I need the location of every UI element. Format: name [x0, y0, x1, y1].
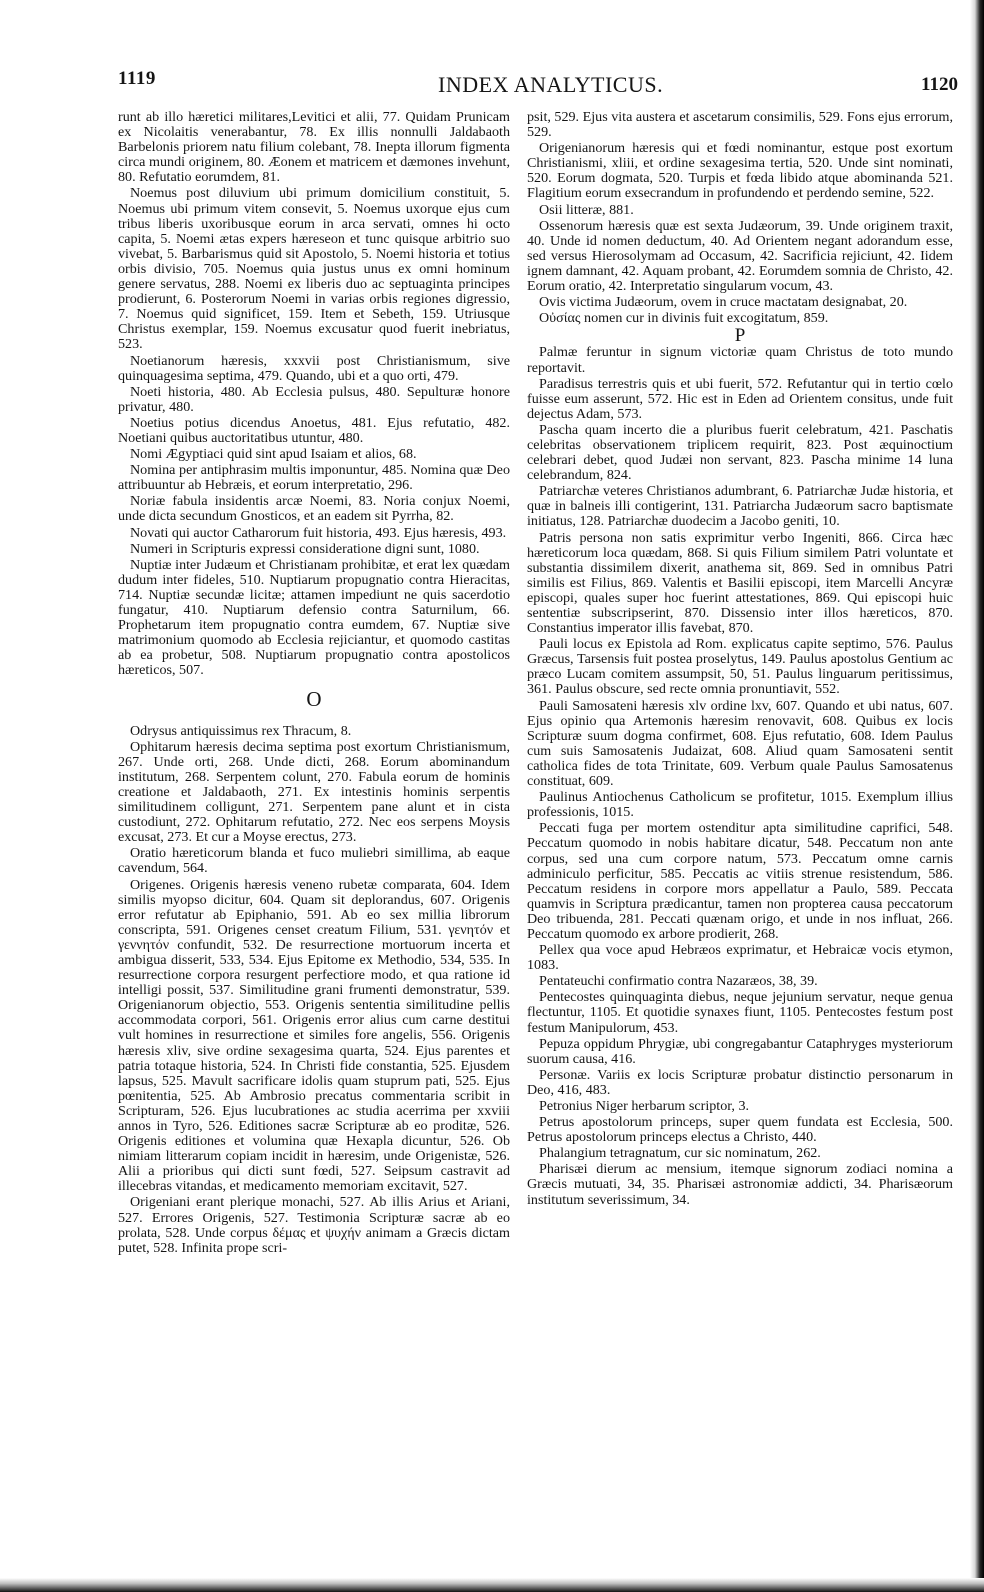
index-entry: Ovis victima Judæorum, ovem in cruce mactatam designabat, 20.	[539, 294, 908, 311]
index-entry: Pauli Samosateni hæresis xlv ordine lxv, 607. Quando et ubi natus, 607. Ejus opinio qua Artemonis hæresim renovavit, 608. Quibus ex locis Scripturæ suum dogma confirmet, 608. Ejus refutatio, 608. Idem Paulus cum suis Samosatenis Judaizat, 608. Aliud quam Samosateni sentit catholica fides de tota Trinitate, 609. Verbum quale Paulus Samosatenus constituat, 609.	[527, 697, 953, 790]
index-entry: Phalangium tetragnatum, cur sic nominatum, 262.	[539, 1145, 821, 1162]
index-entry: Noriæ fabula insidentis arcæ Noemi, 83. Noria conjux Noemi, unde dicta secundum Gnosticos, et an eadem sit Pyrrha, 82.	[118, 493, 510, 525]
running-title: INDEX ANALYTICUS.	[438, 72, 664, 97]
page-edge-shadow	[970, 0, 984, 1592]
page-header	[118, 68, 958, 104]
index-entry: Oratio hæreticorum blanda et fuco muliebri simillima, ab eaque cavendum, 564.	[118, 845, 510, 877]
index-entry: Osii litteræ, 881.	[539, 201, 634, 218]
index-entry: Ossenorum hæresis quæ est sexta Judæorum, 39. Unde originem traxit, 40. Unde id nomen deductum, 40. Ad Orientem negant adorandum esse, sed versus Hierosolymam ad Occasum, 42. Sacrificia rejiciunt, 42. Iidem ignem damnant, 42. Aquam probant, 42. Eorumdem somnia de Christo, 42. Eorum oratio, 42. Interpretatio singularum vocum, 43.	[527, 217, 953, 295]
index-entry: Noemus post diluvium ubi primum domicilium constituit, 5. Noemus ubi primum vitem consevit, 5. Noemus uxorque ejus cum tribus liberis uxoribusque eorum in arca servati, omnes hi octo capita, 5. Noemi ætas expers hæreseon et tunc quisque arbitrio suo vivebat, 5. Barbarismus quid sit Apostolo, 5. Noemi historia et totius orbis divisio, 705. Noemus quia justus unus ex omni hominum genere servatus, 288. Noemi ex liberis duo ac septuaginta principes prodierunt, 6. Posterorum Noemi in varias orbis regiones digressio, 7. Noemus quid significet, 159. Item et Sebeth, 159. Utriusque Christus exemplar, 159. Noemus excusatur quod fuerit inebriatus, 523.	[118, 185, 510, 353]
index-entry: Petrus apostolorum princeps, super quem fundata est Ecclesia, 500. Petrus apostolorum princeps electus a Christo, 440.	[527, 1114, 953, 1146]
left-column	[118, 110, 510, 1257]
index-entry: Οὐσίας nomen cur in divinis fuit excogitatum, 859.	[539, 310, 829, 327]
index-entry: Palmæ feruntur in signum victoriæ quam Christus de toto mundo reportavit.	[527, 344, 953, 376]
index-entry: Paradisus terrestris quis et ubi fuerit, 572. Refutantur qui in tertio cœlo fuisse eum asserunt, 572. Hic est in Eden ad Orientem consitus, unde fuit dejectus Adam, 573.	[527, 375, 953, 422]
index-entry: Origenianorum hæresis qui et fœdi nominantur, estque post exortum Christianismi, xliii, et ordine sexagesima tertia, 520. Unde sint nominati, 520. Eorum dogmata, 520. Turpis et fœda libido atque abominanda 521. Flagitium eorum exsecrandum in profundendo et perdendo semine, 522.	[527, 140, 953, 202]
bottom-edge-shadow	[0, 1578, 984, 1592]
index-entry: Patriarchæ veteres Christianos adumbrant, 6. Patriarchæ Judæ historia, et quæ in balneis illi contigerint, 131. Patriarcha Judæorum sacro baptismate initiatus, 128. Patriarchæ duodecim a Jacobo geniti, 10.	[527, 483, 953, 530]
index-entry: Novati qui auctor Catharorum fuit historia, 493. Ejus hæresis, 493.	[130, 524, 507, 541]
index-entry: Pentecostes quinquaginta diebus, neque jejunium servatur, neque genua flectuntur, 1105. Et quotidie synaxes fiunt, 1105. Pentecostes festum post festum Manipulorum, 453.	[527, 989, 953, 1036]
right-column	[527, 110, 953, 1209]
index-entry: Noetius potius dicendus Anoetus, 481. Ejus refutatio, 482. Noetiani quibus auctoritatibus utuntur, 480.	[118, 414, 510, 446]
index-entry: Pepuza oppidum Phrygiæ, ubi congregabantur Cataphryges mysteriorum suorum causa, 416.	[527, 1035, 953, 1067]
index-entry: Ophitarum hæresis decima septima post exortum Christianismum, 267. Unde orti, 268. Unde dicti, 268. Eorum abominandum institutum, 268. Serpentem colunt, 270. Fabula eorum de hominis creatione et Jaldabaoth, 271. Ex intestinis hominis serpentis similitudinem colligunt, 271. Serpentem pane alunt et in cista custodiunt, 272. Ophitarum refutatio, 272. Nec eos serpens Moysis excusat, 273. Et cur a Moyse erectus, 273.	[118, 738, 510, 846]
page-number-right: 1120	[921, 74, 958, 95]
index-entry: Nuptiæ inter Judæum et Christianam prohibitæ, et erat lex quædam dudum inter fideles, 510. Nuptiarum propugnatio contra Hieracitas, 714. Nuptiæ secundæ licitæ; attamen impediunt ne quis sacerdotio fungatur, 410. Nuptiarum defensio contra Saturnilum, 66. Prophetarum item propugnatio contra eumdem, 67. Nuptiæ sive matrimonium quomodo ab Ecclesia rejiciantur, et quomodo castitas ab ea probetur, 508. Nuptiarum propugnatio contra apostolicos hæreticos, 507.	[118, 556, 510, 679]
index-entry: Pauli locus ex Epistola ad Rom. explicatus capite septimo, 576. Paulus Græcus, Tarsensis fuit postea proselytus, 149. Paulus apostolus Gentium ac præco Lucam comitem assumpsit, 50, 51. Paulus linguarum peritissimus, 361. Paulus obscure, sed recte omnia pronuntiavit, 552.	[527, 636, 953, 698]
index-entry: Origeniani erant plerique monachi, 527. Ab illis Arius et Ariani, 527. Errores Origenis, 527. Testimonia Scripturæ sacræ ab eo prolata, 528. Unde corpus δέμας et ψυχήν animam a Græcis dictam putet, 528. Infinita prope scri-	[118, 1194, 510, 1256]
index-entry: Nomi Ægyptiaci quid sint apud Isaiam et alios, 68.	[130, 446, 417, 463]
index-entry: Noeti historia, 480. Ab Ecclesia pulsus, 480. Sepulturæ honore privatur, 480.	[118, 383, 510, 415]
index-entry: Pellex qua voce apud Hebræos exprimatur, et Hebraicæ vocis etymon, 1083.	[527, 942, 953, 974]
index-entry: Pascha quam incerto die a pluribus fuerit celebratum, 421. Paschatis celebritas observationem triplicem requirit, 823. Post æquinoctium celebrari debet, quod Judæi non servant, 823. Pascha minime 14 luna celebrandum, 824.	[527, 421, 953, 484]
page-number-left: 1119	[118, 68, 156, 89]
index-entry: Origenes. Origenis hæresis veneno rubetæ comparata, 604. Idem similis myopso dicitur, 604. Quam sit deplorandus, 607. Origenis error refutatur ab Epiphanio, 591. Ab eo sex millia librorum conscripta, 591. Origenes censet creatum Filium, 531. γενητόν et γεννητόν confundit, 532. De resurrectione mortuorum incerta et ambigua disserit, 533, 534. Ejus Epitome ex Methodio, 534, 535. In resurrectione corpora resurgent perfectiore modo, et qua ratione id intelligi possit, 537. Similitudine grani frumenti demonstratur, 539. Origenianorum objectio, 553. Origenis sententia similitudine pellis accommodata corpori, 561. Origenis error alius cum carne destitui vult homines in resurrectione et similes fore angelis, 556. Origenis hæresis xliv, sive ordine sexagesima quarta, 524. Ejus parentes et patria totaque historia, 524. In Christi fide constantia, 525. Ejusdem lapsus, 525. Mavult sacrificare idolis quam stuprum pati, 525. Ejus pœnitentia, 525. Ab Ambrosio precatus commentaria scribit in Scripturam, 526. Ejus lucubrationes ac studia acerrima per xxviii annos in Tyro, 526. Editiones sacræ Scripturæ ab eo proditæ, 526. Origenis editiones et volumina quæ Hexapla dicuntur, 526. Ob nimiam litterarum copiam incidit in hæresim, unde Origenistæ, 526. Alii a prioribus qui dicti sunt fœdi, 527. Seipsum castravit ad illecebras vitandas, et medicamento memoriam excitavit, 527.	[118, 876, 510, 1195]
index-entry: Odrysus antiquissimus rex Thracum, 8.	[130, 722, 352, 739]
index-entry: psit, 529. Ejus vita austera et ascetarum consimilis, 529. Fons ejus errorum, 529.	[527, 109, 953, 141]
section-letter-p: P	[734, 325, 746, 347]
index-entry: Pharisæi dierum ac mensium, itemque signorum zodiaci nomina a Græcis mutuati, 34, 35. Pharisæi astronomiæ addicti, 34. Pharisæorum institutum severissimum, 34.	[527, 1161, 953, 1208]
index-entry: Patris persona non satis exprimitur verbo Ingeniti, 866. Circa hæc hæreticorum loca quædam, 868. Si quis Filium similem Patri voluntate et substantia dissimilem dixerit, anathema sit, 869. Sed in omnibus Patri similis est Filius, 869. Valentis et Basilii episcopi, item Marcelli Ancyræ episcopi, quales super hoc fuerint attestationes, 869. Qui episcopi huic sententiæ subscripserint, 870. Dissensio inter illos hæreticos, 870. Constantius imperator illis favebat, 870.	[527, 529, 953, 637]
index-entry: Nomina per antiphrasim multis imponuntur, 485. Nomina quæ Deo attribuuntur ab Hebræis, et eorum interpretatio, 296.	[118, 462, 510, 494]
index-entry: Numeri in Scripturis expressi consideratione digni sunt, 1080.	[130, 540, 480, 557]
index-entry: Peccati fuga per mortem ostenditur apta similitudine caprifici, 548. Peccatum quomodo in nobis habitare dicatur, 548. Peccatum non ante corpus, sed una cum corpore natum, 573. Peccatum omne carnis adminiculo perficitur, 585. Peccatis ac vitiis strenue resistendum, 586. Peccatum residens in corpore mors appellatur a Paulo, 589. Peccata quamvis in Scriptura prædicantur, tamen non propterea causa peccatorum Deo tribuenda, 281. Peccati quænam origo, et unde in nos influat, 266. Peccatum quomodo ex arbore prodierit, 268.	[527, 820, 953, 942]
index-entry: Personæ. Variis ex locis Scripturæ probatur distinctio personarum in Deo, 416, 483.	[527, 1066, 953, 1098]
index-entry: Petronius Niger herbarum scriptor, 3.	[539, 1098, 750, 1114]
index-entry: Noetianorum hæresis, xxxvii post Christianismum, sive quinquagesima septima, 479. Quando, ubi et a quo orti, 479.	[118, 352, 510, 384]
index-entry: Paulinus Antiochenus Catholicum se profitetur, 1015. Exemplum illius professionis, 1015.	[527, 789, 953, 821]
section-letter-o: O	[306, 687, 322, 712]
index-entry: runt ab illo hæretici militares,Levitici et alii, 77. Quidam Prunicam ex Nicolaitis venerabantur, 78. Ex illis nonnulli Jaldabaoth Barbelonis priorem natu filium colebant, 78. Inepta illorum figmenta circa mundi originem, 80. Æonem et matricem et dæmones invehunt, 80. Refutatio eorumdem, 81.	[118, 109, 510, 186]
index-entry: Pentateuchi confirmatio contra Nazaræos, 38, 39.	[539, 973, 818, 990]
